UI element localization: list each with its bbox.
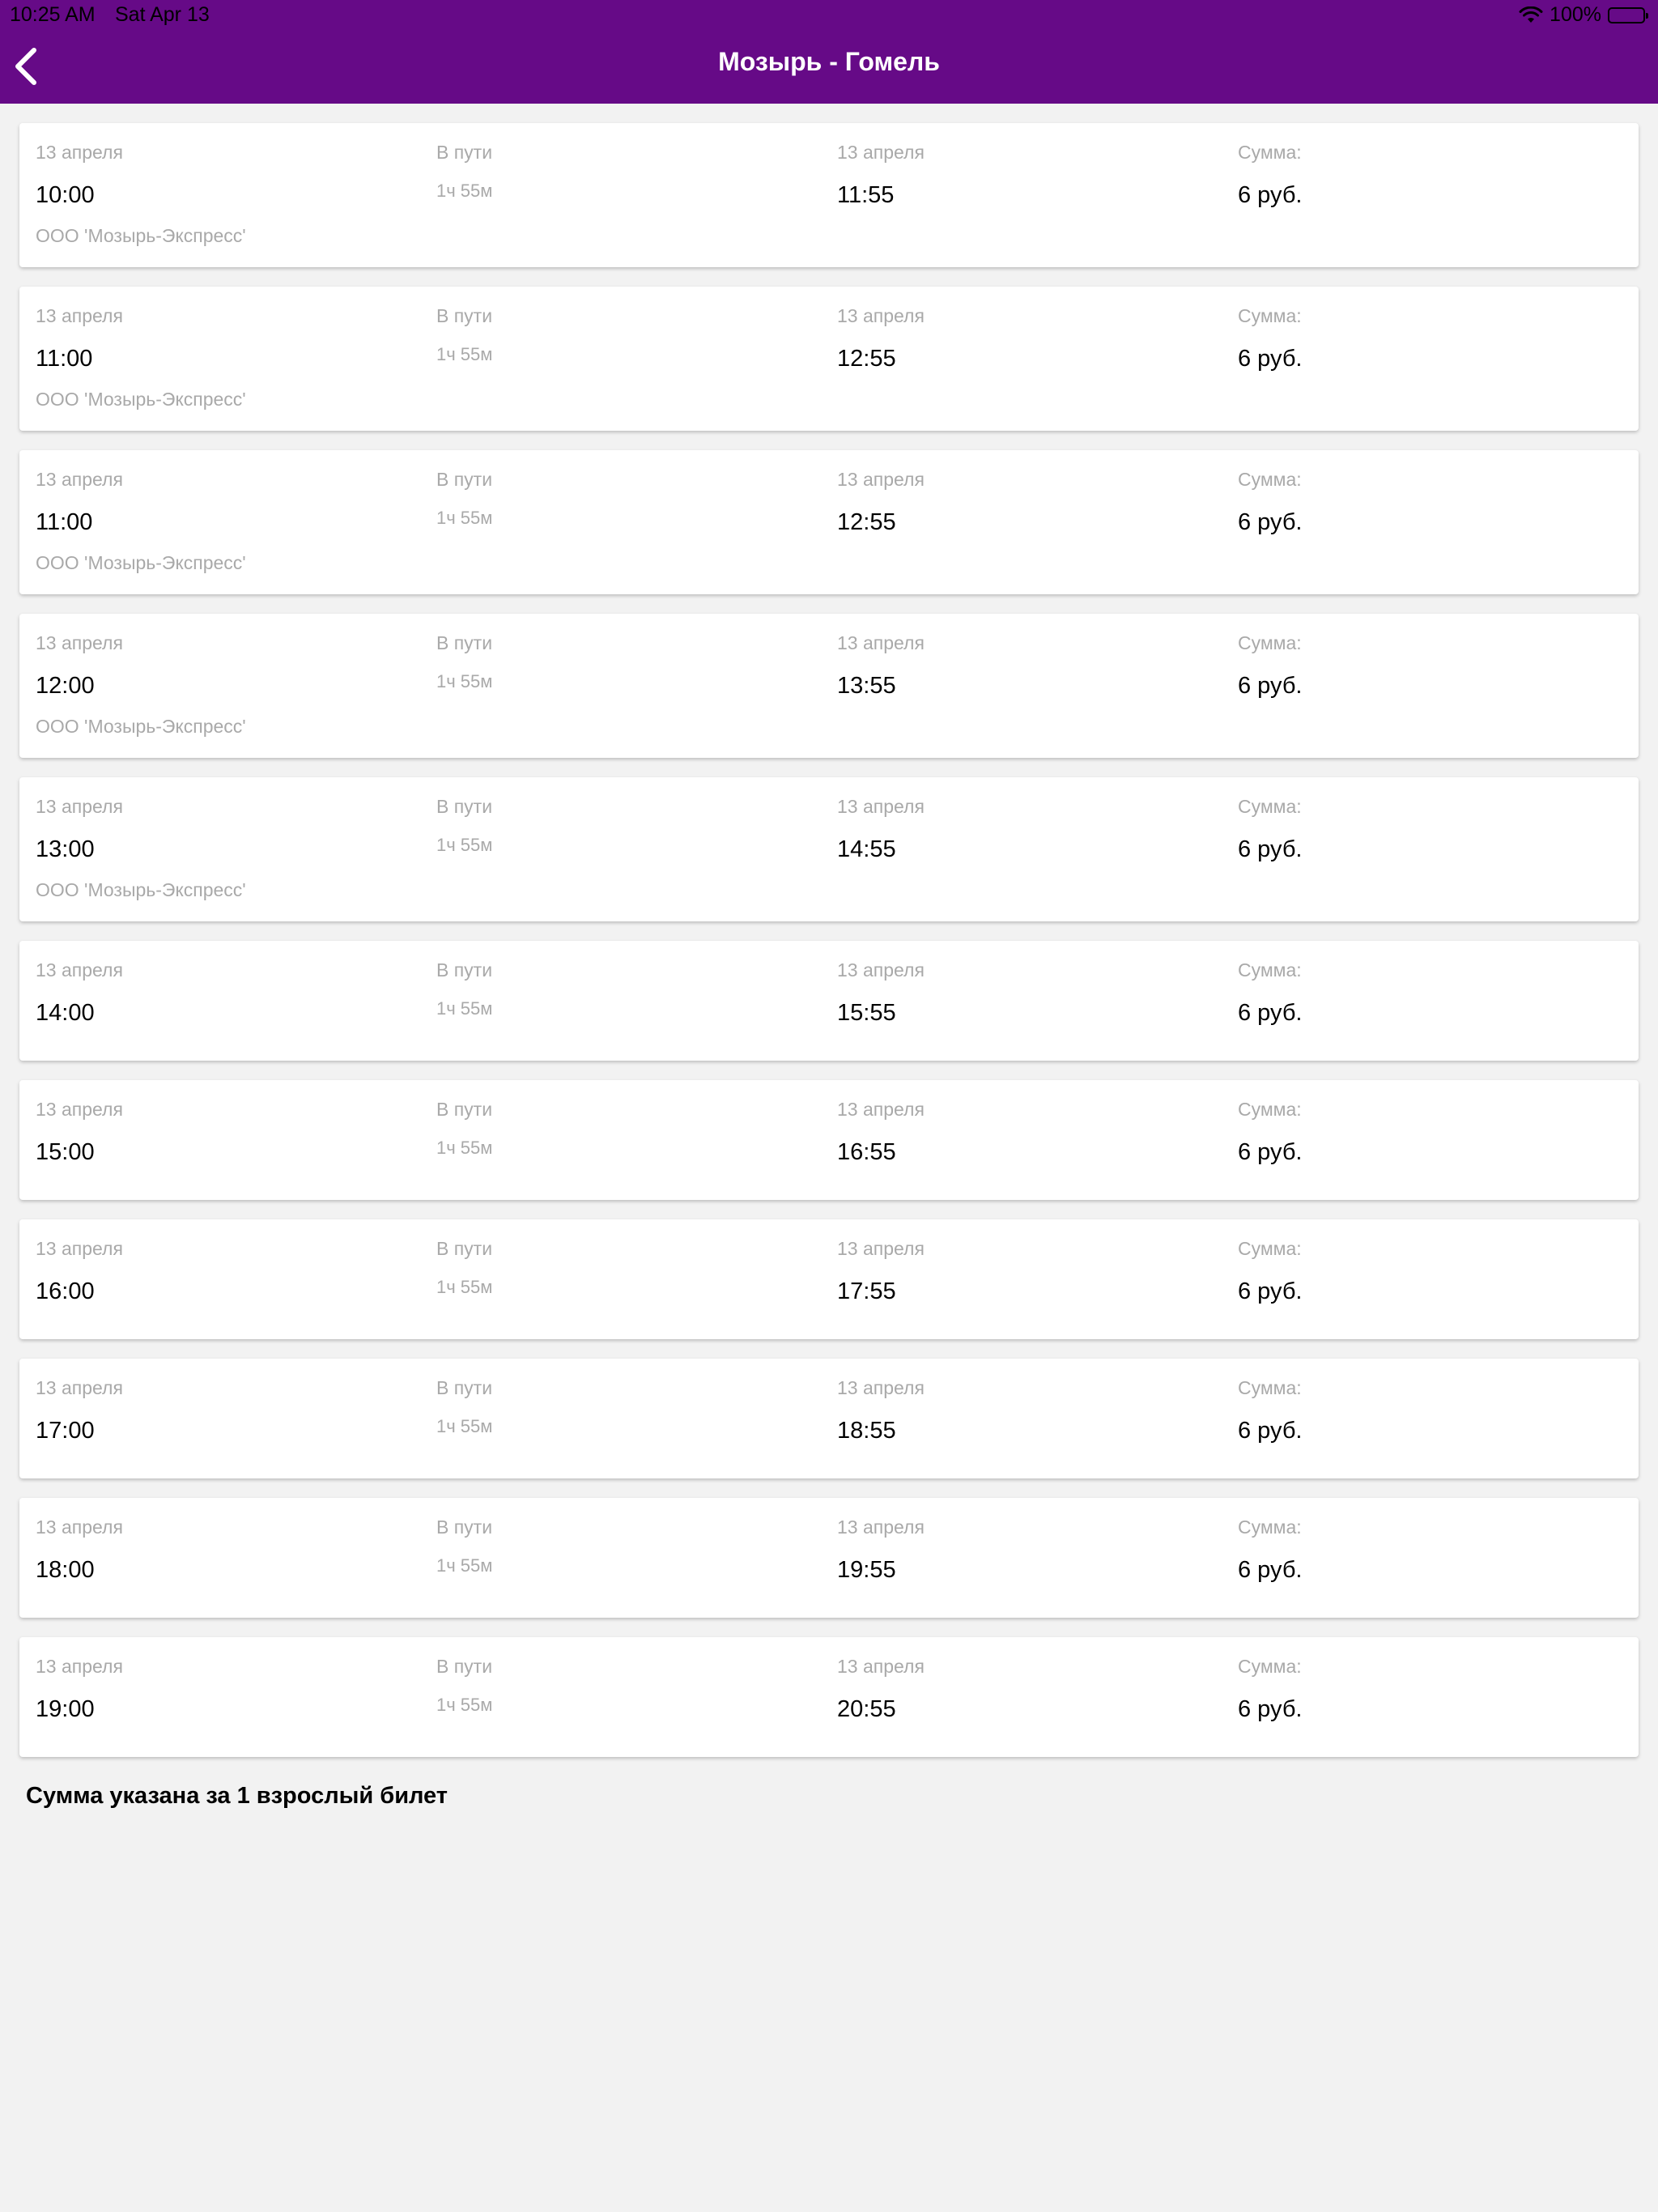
operator-name: ООО 'Мозырь-Экспресс' — [36, 879, 246, 900]
duration-column — [436, 959, 492, 1020]
departure-time: 12:00 — [36, 673, 95, 699]
price-column — [1238, 632, 1302, 700]
departure-time: 18:00 — [36, 1557, 95, 1583]
trip-card[interactable] — [19, 1080, 1639, 1200]
duration-value: 1ч 55м — [436, 1416, 493, 1436]
arrival-time: 13:55 — [837, 673, 896, 699]
price-label: Сумма: — [1238, 1656, 1302, 1677]
price-column — [1238, 1655, 1302, 1723]
departure-time: 16:00 — [36, 1278, 95, 1304]
arrival-column — [837, 1655, 925, 1723]
arrival-time: 18:55 — [837, 1418, 896, 1444]
departure-column — [36, 795, 123, 863]
departure-column — [36, 1516, 123, 1584]
battery-icon — [1608, 7, 1645, 23]
duration-value: 1ч 55м — [436, 1277, 493, 1297]
trip-card[interactable] — [19, 1359, 1639, 1478]
operator-name: ООО 'Мозырь-Экспресс' — [36, 716, 246, 737]
price-column — [1238, 795, 1302, 863]
departure-column — [36, 1376, 123, 1444]
duration-label: В пути — [436, 1656, 493, 1677]
departure-column — [36, 141, 123, 209]
price-value: 6 руб. — [1238, 1000, 1303, 1026]
trip-card[interactable] — [19, 450, 1639, 594]
arrival-time: 15:55 — [837, 1000, 896, 1026]
departure-column — [36, 1098, 123, 1166]
duration-column — [436, 1376, 492, 1438]
arrival-date: 13 апреля — [837, 142, 925, 163]
duration-value: 1ч 55м — [436, 1555, 493, 1576]
arrival-date: 13 апреля — [837, 1656, 925, 1677]
duration-label: В пути — [436, 1238, 493, 1259]
arrival-date: 13 апреля — [837, 469, 925, 490]
departure-time: 11:00 — [36, 346, 93, 372]
price-value: 6 руб. — [1238, 1139, 1303, 1165]
departure-date: 13 апреля — [36, 1099, 123, 1120]
duration-value: 1ч 55м — [436, 1138, 493, 1158]
trip-card[interactable] — [19, 614, 1639, 758]
arrival-column — [837, 1237, 925, 1305]
arrival-time: 19:55 — [837, 1557, 896, 1583]
arrival-column — [837, 468, 925, 536]
price-column — [1238, 468, 1302, 536]
departure-time: 13:00 — [36, 836, 95, 862]
trip-list — [19, 123, 1639, 1776]
duration-label: В пути — [436, 142, 493, 163]
price-value: 6 руб. — [1238, 1557, 1303, 1583]
duration-label: В пути — [436, 305, 493, 326]
price-column — [1238, 141, 1302, 209]
price-label: Сумма: — [1238, 305, 1302, 326]
departure-column — [36, 1237, 123, 1305]
arrival-time: 12:55 — [837, 509, 896, 535]
departure-time: 11:00 — [36, 509, 93, 535]
operator-name: ООО 'Мозырь-Экспресс' — [36, 225, 246, 246]
operator-name: ООО 'Мозырь-Экспресс' — [36, 552, 246, 573]
departure-date: 13 апреля — [36, 1656, 123, 1677]
price-label: Сумма: — [1238, 796, 1302, 817]
departure-time: 19:00 — [36, 1696, 95, 1722]
price-column — [1238, 1098, 1302, 1166]
price-column — [1238, 304, 1302, 372]
price-label: Сумма: — [1238, 142, 1302, 163]
duration-value: 1ч 55м — [436, 671, 493, 691]
duration-label: В пути — [436, 1099, 493, 1120]
price-value: 6 руб. — [1238, 346, 1303, 372]
battery-percentage: 100% — [1550, 3, 1601, 26]
departure-date: 13 апреля — [36, 632, 123, 653]
departure-date: 13 апреля — [36, 142, 123, 163]
arrival-column — [837, 1376, 925, 1444]
arrival-date: 13 апреля — [837, 632, 925, 653]
price-value: 6 руб. — [1238, 509, 1303, 535]
departure-column — [36, 1655, 123, 1723]
duration-label: В пути — [436, 959, 493, 981]
departure-column — [36, 304, 123, 372]
arrival-date: 13 апреля — [837, 1516, 925, 1538]
arrival-date: 13 апреля — [837, 959, 925, 981]
arrival-date: 13 апреля — [837, 1099, 925, 1120]
departure-date: 13 апреля — [36, 469, 123, 490]
price-column — [1238, 1376, 1302, 1444]
arrival-column — [837, 959, 925, 1027]
trip-card[interactable] — [19, 777, 1639, 921]
departure-time: 15:00 — [36, 1139, 95, 1165]
price-label: Сумма: — [1238, 632, 1302, 653]
duration-column — [436, 468, 492, 530]
price-value: 6 руб. — [1238, 182, 1303, 208]
price-label: Сумма: — [1238, 959, 1302, 981]
price-value: 6 руб. — [1238, 1278, 1303, 1304]
duration-label: В пути — [436, 632, 493, 653]
trip-card[interactable] — [19, 123, 1639, 267]
departure-time: 14:00 — [36, 1000, 95, 1026]
departure-date: 13 апреля — [36, 1377, 123, 1398]
status-time: 10:25 AM — [10, 3, 96, 26]
arrival-column — [837, 304, 925, 372]
price-note: Сумма указана за 1 взрослый билет — [26, 1783, 449, 1809]
departure-column — [36, 632, 123, 700]
duration-value: 1ч 55м — [436, 835, 493, 855]
departure-column — [36, 959, 123, 1027]
departure-date: 13 апреля — [36, 305, 123, 326]
wifi-icon — [1519, 6, 1543, 24]
price-value: 6 руб. — [1238, 1418, 1303, 1444]
arrival-column — [837, 141, 925, 209]
duration-value: 1ч 55м — [436, 1695, 493, 1715]
arrival-date: 13 апреля — [837, 1377, 925, 1398]
page-title: Мозырь - Гомель — [718, 47, 940, 76]
departure-date: 13 апреля — [36, 1238, 123, 1259]
arrival-date: 13 апреля — [837, 305, 925, 326]
duration-column — [436, 304, 492, 366]
duration-value: 1ч 55м — [436, 344, 493, 364]
trip-card[interactable] — [19, 941, 1639, 1061]
trip-card[interactable] — [19, 1637, 1639, 1757]
operator-name: ООО 'Мозырь-Экспресс' — [36, 389, 246, 410]
departure-date: 13 апреля — [36, 1516, 123, 1538]
duration-label: В пути — [436, 796, 493, 817]
arrival-time: 16:55 — [837, 1139, 896, 1165]
arrival-time: 17:55 — [837, 1278, 896, 1304]
duration-column — [436, 795, 492, 857]
price-label: Сумма: — [1238, 469, 1302, 490]
status-date: Sat Apr 13 — [115, 3, 210, 26]
duration-label: В пути — [436, 1377, 493, 1398]
trip-card[interactable] — [19, 1219, 1639, 1339]
arrival-date: 13 апреля — [837, 796, 925, 817]
navigation-bar — [0, 0, 1658, 104]
duration-column — [436, 141, 492, 202]
arrival-time: 11:55 — [837, 182, 895, 208]
trip-card[interactable] — [19, 287, 1639, 431]
price-column — [1238, 1516, 1302, 1584]
price-label: Сумма: — [1238, 1516, 1302, 1538]
duration-column — [436, 1098, 492, 1159]
price-column — [1238, 1237, 1302, 1305]
duration-label: В пути — [436, 1516, 493, 1538]
departure-time: 17:00 — [36, 1418, 95, 1444]
departure-date: 13 апреля — [36, 959, 123, 981]
duration-column — [436, 1655, 492, 1716]
arrival-time: 20:55 — [837, 1696, 896, 1722]
duration-column — [436, 1237, 492, 1299]
price-column — [1238, 959, 1302, 1027]
price-label: Сумма: — [1238, 1238, 1302, 1259]
duration-value: 1ч 55м — [436, 998, 493, 1019]
price-value: 6 руб. — [1238, 1696, 1303, 1722]
arrival-column — [837, 795, 925, 863]
departure-time: 10:00 — [36, 182, 95, 208]
arrival-column — [837, 632, 925, 700]
price-label: Сумма: — [1238, 1377, 1302, 1398]
price-label: Сумма: — [1238, 1099, 1302, 1120]
duration-value: 1ч 55м — [436, 181, 493, 201]
arrival-column — [837, 1098, 925, 1166]
duration-column — [436, 1516, 492, 1577]
price-value: 6 руб. — [1238, 673, 1303, 699]
duration-value: 1ч 55м — [436, 508, 493, 528]
trip-card[interactable] — [19, 1498, 1639, 1618]
arrival-time: 12:55 — [837, 346, 896, 372]
departure-date: 13 апреля — [36, 796, 123, 817]
arrival-column — [837, 1516, 925, 1584]
price-value: 6 руб. — [1238, 836, 1303, 862]
status-indicators — [1519, 3, 1645, 27]
departure-column — [36, 468, 123, 536]
arrival-time: 14:55 — [837, 836, 896, 862]
duration-label: В пути — [436, 469, 493, 490]
arrival-date: 13 апреля — [837, 1238, 925, 1259]
duration-column — [436, 632, 492, 693]
